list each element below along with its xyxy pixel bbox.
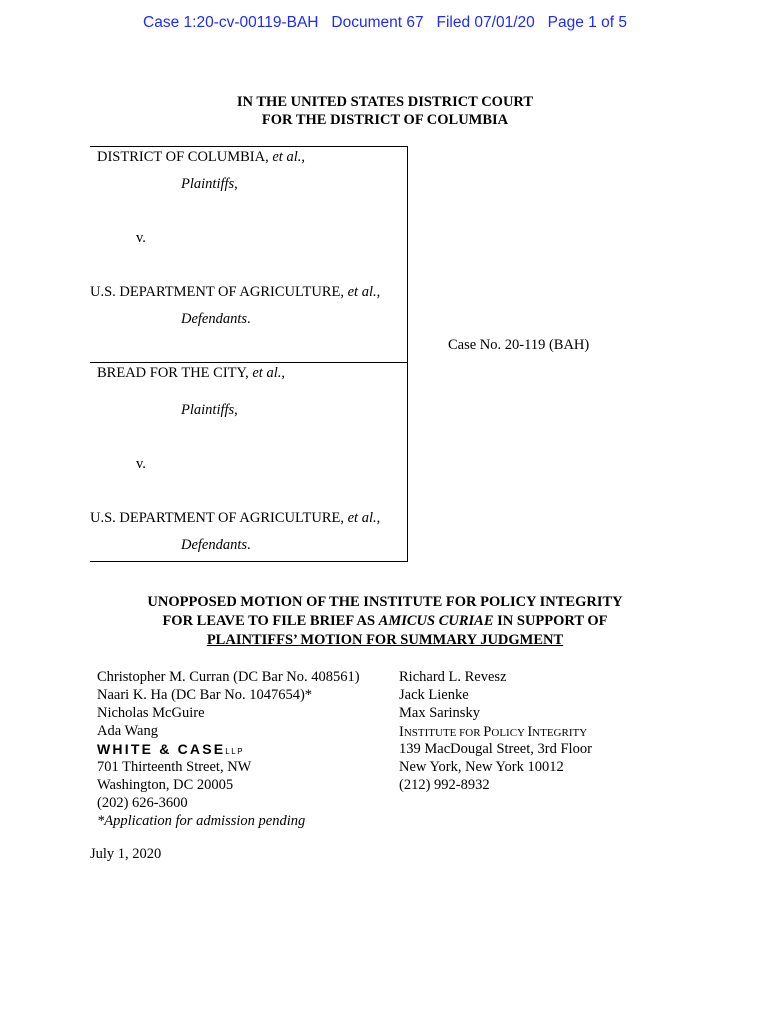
caption-top-rule	[90, 146, 408, 147]
court-heading-line1: IN THE UNITED STATES DISTRICT COURT	[236, 94, 534, 110]
counsel-right-address-2: New York, New York 10012	[399, 759, 564, 775]
counsel-right-name-1: Richard L. Revesz	[399, 669, 507, 685]
caption2-plaintiff: BREAD FOR THE CITY, et al.,	[97, 365, 285, 381]
counsel-left-name-3: Nicholas McGuire	[97, 705, 205, 721]
caption-vertical-rule	[407, 146, 408, 562]
caption1-plaintiff-role: Plaintiffs,	[181, 176, 238, 192]
motion-title-line3: PLAINTIFFS’ MOTION FOR SUMMARY JUDGMENT	[206, 632, 564, 648]
counsel-left-phone: (202) 626-3600	[97, 795, 188, 811]
case-number: Case No. 20-119 (BAH)	[448, 337, 590, 353]
counsel-right-name-2: Jack Lienke	[399, 687, 469, 703]
admission-pending-note: *Application for admission pending	[97, 813, 306, 829]
caption1-versus: v.	[136, 230, 146, 246]
caption1-defendant-role: Defendants.	[181, 311, 251, 327]
filing-header-stamp: Case 1:20-cv-00119-BAH Document 67 Filed 07/01/20 Page 1 of 5	[143, 14, 627, 31]
counsel-right-phone: (212) 992-8932	[399, 777, 490, 793]
caption2-defendant: U.S. DEPARTMENT OF AGRICULTURE, et al.,	[90, 510, 381, 526]
counsel-left-name-2: Naari K. Ha (DC Bar No. 1047654)*	[97, 687, 313, 703]
caption-middle-rule	[90, 362, 408, 363]
caption2-defendant-role: Defendants.	[181, 537, 251, 553]
institute-name: INSTITUTE FOR POLICY INTEGRITY	[399, 724, 588, 740]
counsel-left-name-4: Ada Wang	[97, 723, 158, 739]
motion-title-line2: FOR LEAVE TO FILE BRIEF AS AMICUS CURIAE IN SUPPORT OF	[162, 613, 608, 629]
counsel-left-address-2: Washington, DC 20005	[97, 777, 234, 793]
caption1-defendant: U.S. DEPARTMENT OF AGRICULTURE, et al.,	[90, 284, 381, 300]
counsel-left-address-1: 701 Thirteenth Street, NW	[97, 759, 252, 775]
counsel-left-name-1: Christopher M. Curran (DC Bar No. 408561)	[97, 669, 360, 685]
white-case-logo: WHITE & CASELLP	[97, 741, 245, 757]
caption-bottom-rule	[90, 561, 408, 562]
counsel-right-address-1: 139 MacDougal Street, 3rd Floor	[399, 741, 592, 757]
caption1-plaintiff: DISTRICT OF COLUMBIA, et al.,	[97, 149, 305, 165]
motion-title-line1: UNOPPOSED MOTION OF THE INSTITUTE FOR POLICY INTEGRITY	[147, 594, 623, 610]
caption2-versus: v.	[136, 456, 146, 472]
filing-date: July 1, 2020	[90, 846, 162, 862]
counsel-right-name-3: Max Sarinsky	[399, 705, 480, 721]
caption2-plaintiff-role: Plaintiffs,	[181, 402, 238, 418]
court-heading-line2: FOR THE DISTRICT OF COLUMBIA	[261, 112, 509, 128]
